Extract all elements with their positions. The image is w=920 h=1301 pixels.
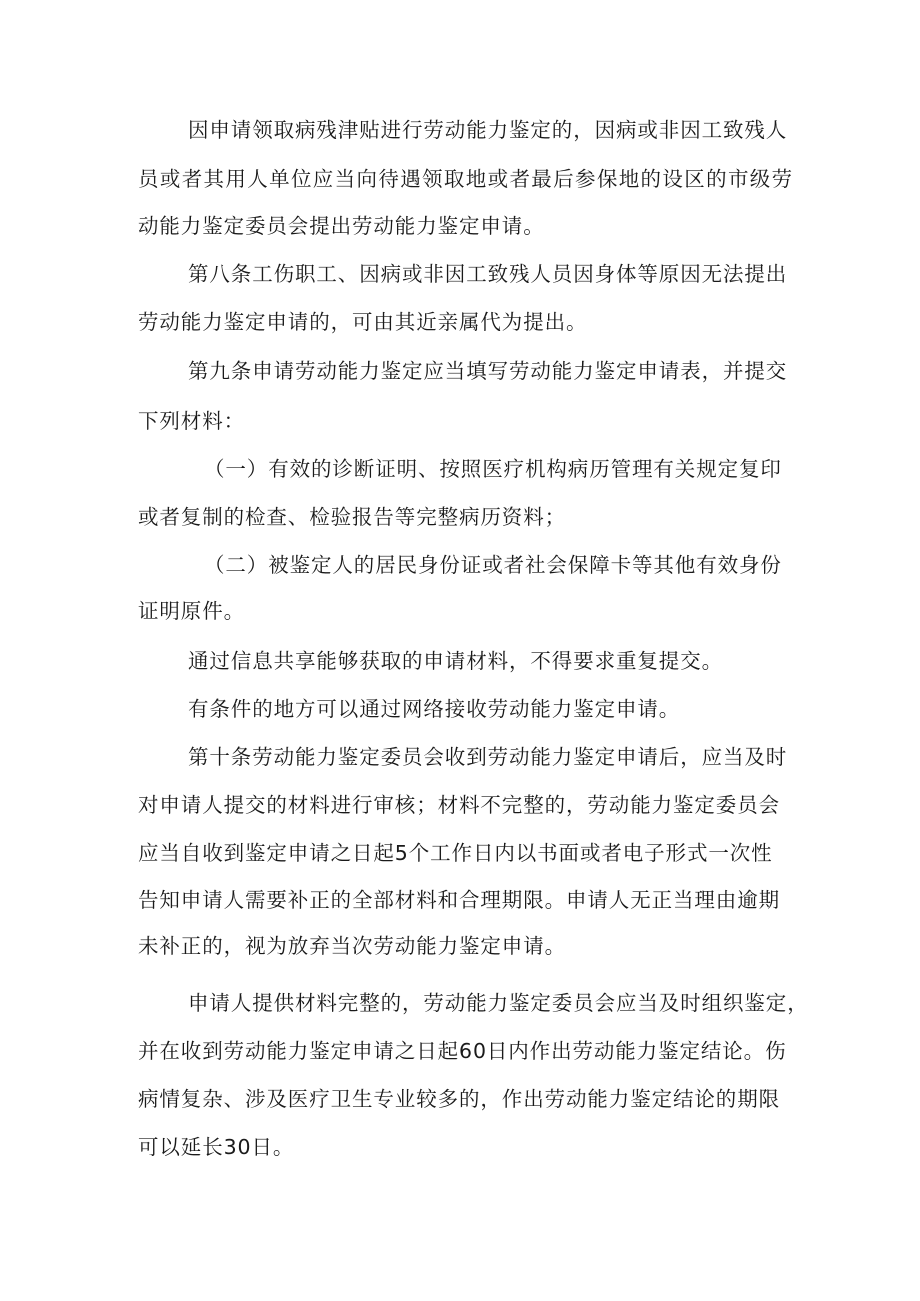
paragraph-line: 对申请人提交的材料进行审核；材料不完整的，劳动能力鉴定委员会 [138, 793, 780, 817]
paragraph-line: 第十条劳动能力鉴定委员会收到劳动能力鉴定申请后，应当及时 [188, 745, 788, 769]
paragraph-line: 劳动能力鉴定申请的，可由其近亲属代为提出。 [138, 310, 588, 334]
paragraph-line: 病情复杂、涉及医疗卫生专业较多的，作出劳动能力鉴定结论的期限 [138, 1087, 780, 1111]
paragraph-line: 未补正的，视为放弃当次劳动能力鉴定申请。 [138, 934, 566, 958]
paragraph-line: 因申请领取病残津贴进行劳动能力鉴定的，因病或非因工致残人 [188, 118, 788, 142]
paragraph-line: 应当自收到鉴定申请之日起5个工作日内以书面或者电子形式一次性 [138, 841, 773, 865]
paragraph-line: 下列材料： [138, 409, 245, 433]
paragraph-line: 员或者其用人单位应当向待遇领取地或者最后参保地的设区的市级劳 [138, 167, 794, 191]
paragraph-line: 通过信息共享能够获取的申请材料，不得要求重复提交。 [188, 649, 723, 673]
paragraph-line: 并在收到劳动能力鉴定申请之日起60日内作出劳动能力鉴定结论。伤 [138, 1039, 787, 1063]
paragraph-line: 动能力鉴定委员会提出劳动能力鉴定申请。 [138, 214, 545, 238]
list-item-line: （一）有效的诊断证明、按照医疗机构病历管理有关规定复印 [204, 457, 782, 481]
list-item-line: 证明原件。 [138, 599, 245, 623]
paragraph-line: 申请人提供材料完整的，劳动能力鉴定委员会应当及时组织鉴定， [188, 991, 809, 1015]
list-item-line: （二）被鉴定人的居民身份证或者社会保障卡等其他有效身份 [204, 553, 782, 577]
paragraph-line: 有条件的地方可以通过网络接收劳动能力鉴定申请。 [188, 697, 681, 721]
list-item-line: 或者复制的检查、检验报告等完整病历资料； [138, 505, 566, 529]
paragraph-line: 第九条申请劳动能力鉴定应当填写劳动能力鉴定申请表，并提交 [188, 359, 788, 383]
paragraph-line: 第八条工伤职工、因病或非因工致残人员因身体等原因无法提出 [188, 262, 788, 286]
paragraph-line: 可以延长30日。 [138, 1135, 295, 1159]
paragraph-line: 告知申请人需要补正的全部材料和合理期限。申请人无正当理由逾期 [138, 888, 780, 912]
